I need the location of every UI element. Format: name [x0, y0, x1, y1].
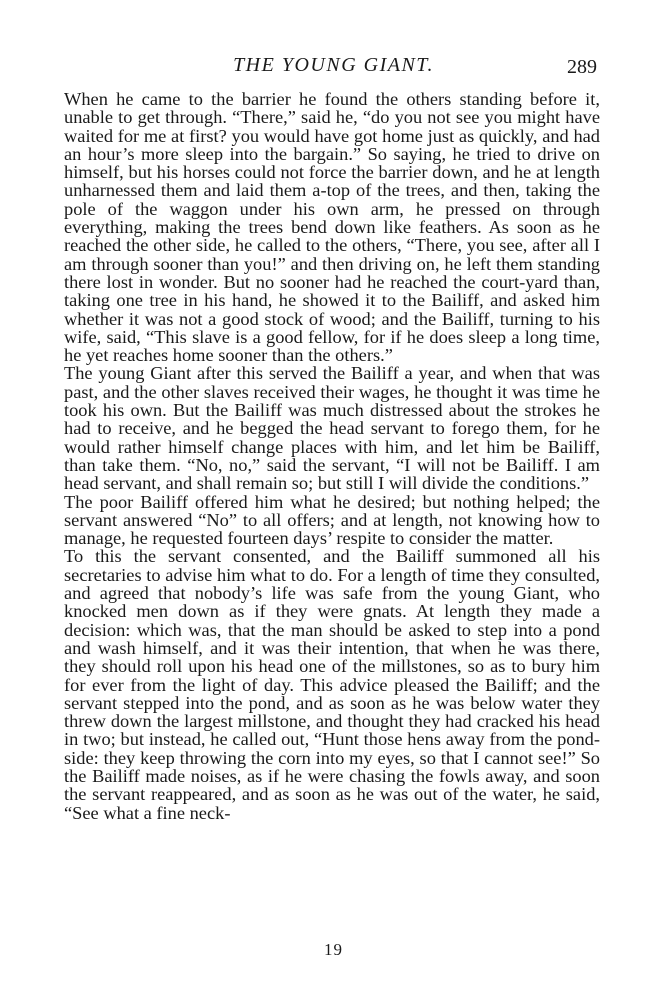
- running-title: THE YOUNG GIANT.: [233, 54, 434, 76]
- running-head: [0, 52, 667, 82]
- paragraph-3: The poor Bailiff offered him what he desired; but nothing helped; the servant answered “No” to all offers; and at length, not knowing how to manage, he requested fourteen days’ respite to consider the matter.: [64, 491, 600, 549]
- paragraph-2: The young Giant after this served the Bailiff a year, and when that was past, and the other slaves received their wages, he thought it was time he took his own. But the Bailiff was much distressed about the strokes he had to receive, and he begged the head servant to forego them, for he would rather himself change places with him, and let him be Bailiff, than take them. “No, no,” said the servant, “I will not be Bailiff. I am head servant, and shall remain so; but still I will divide the conditions.”: [64, 363, 600, 494]
- body-text: [64, 90, 600, 822]
- signature-mark: 19: [324, 940, 343, 959]
- paragraph-1: When he came to the barrier he found the others standing before it, unable to get through. “There,” said he, “do you not see you might have waited for me at first? you would have got home just as quickly, and had an hour’s more sleep into the bargain.” So saying, he tried to drive on himself, but his horses could not force the barrier down, and he at length unharnessed them and laid them a-top of the trees, and then, taking the pole of the waggon under his own arm, he pressed on through everything, making the trees bend down like feathers. As soon as he reached the other side, he called to the others, “There, you see, after all I am through sooner than you!” and then driving on, he left them standing there lost in wonder. But no sooner had he reached the court-yard than, taking one tree in his hand, he showed it to the Bailiff, and asked him whether it was not a good stock of wood; and the Bailiff, turning to his wife, said, “This slave is a good fellow, for if he does sleep a long time, he yet reaches home sooner than the others.”: [64, 89, 600, 366]
- page-number: 289: [567, 56, 597, 78]
- paragraph-4: To this the servant consented, and the Bailiff summoned all his secretaries to advise him what to do. For a length of time they consulted, and agreed that nobody’s life was safe from the young Giant, who knocked men down as if they were gnats. At length they made a decision: which was, that the man should be asked to step into a pond and wash himself, and it was their intention, that when he was there, they should roll upon his head one of the millstones, so as to bury him for ever from the light of day. This advice pleased the Bailiff; and the servant stepped into the pond, and as soon as he was below water they threw down the largest millstone, and thought they had cracked his head in two; but instead, he called out, “Hunt those hens away from the pond-side: they keep throwing the corn into my eyes, so that I cannot see!” So the Bailiff made noises, as if he were chasing the fowls away, and soon the servant reappeared, and as soon as he was out of the water, he said, “See what a fine neck-: [64, 546, 600, 823]
